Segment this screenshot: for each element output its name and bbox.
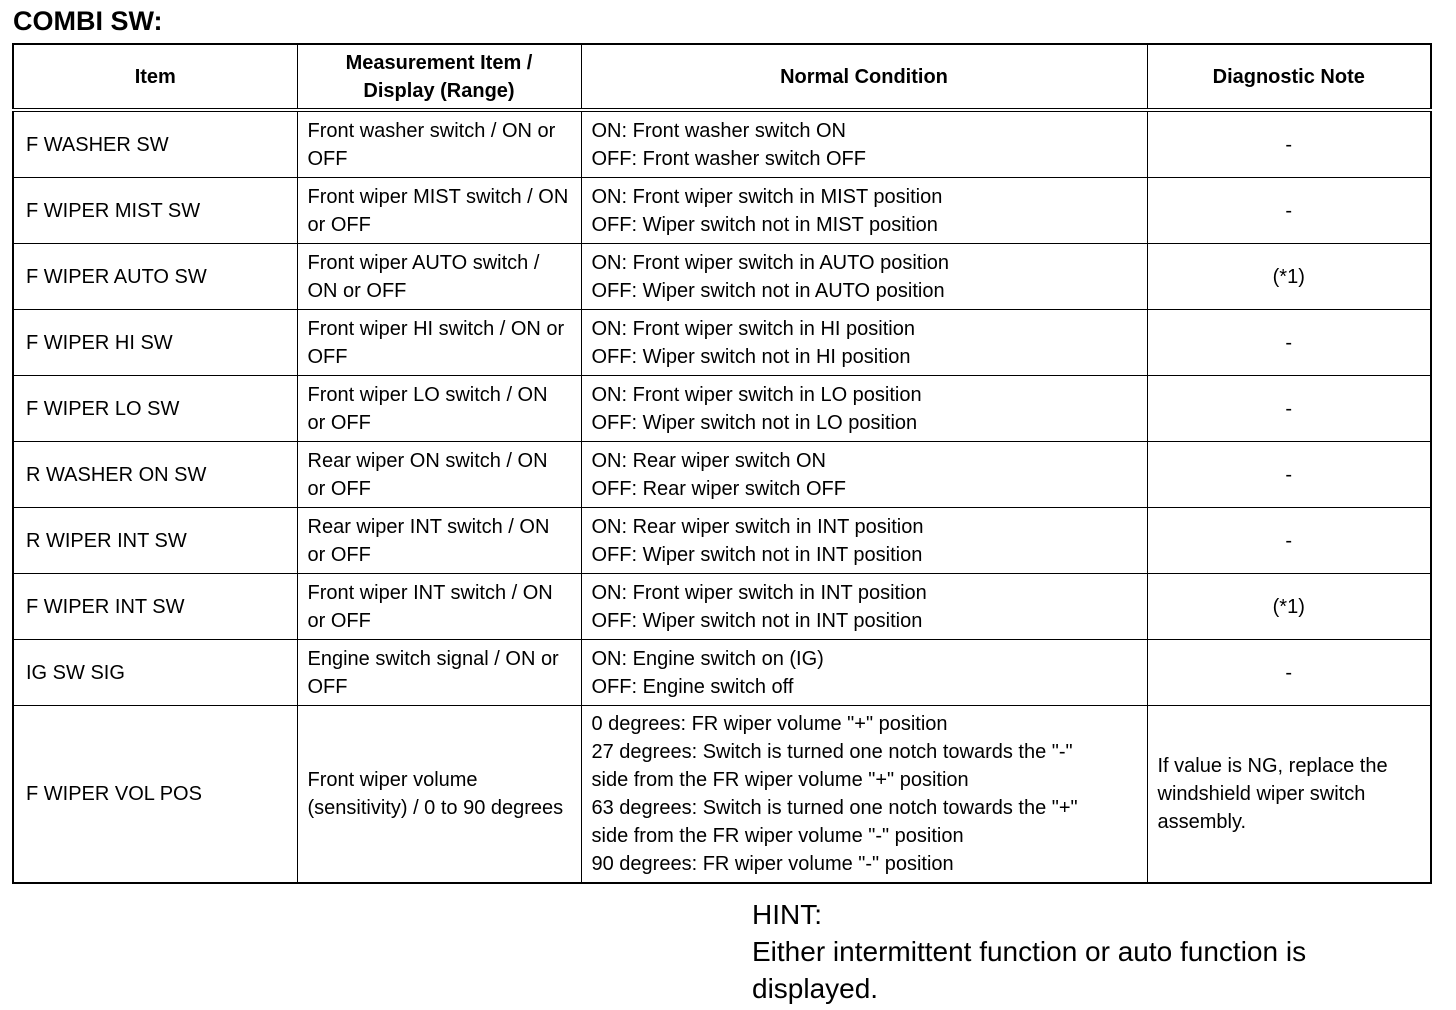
table-row (13, 640, 1431, 706)
cell-note: (*1) (1147, 574, 1431, 640)
normal-line: ON: Front washer switch ON (591, 119, 847, 142)
cell-normal (581, 706, 1147, 884)
cell-measurement: Rear wiper ON switch / ON or OFF (297, 442, 581, 508)
normal-line: ON: Front wiper switch in MIST position (591, 185, 943, 208)
cell-normal (581, 442, 1147, 508)
table-row (13, 244, 1431, 310)
cell-normal (581, 244, 1147, 310)
cell-measurement: Front wiper HI switch / ON or OFF (297, 310, 581, 376)
cell-measurement: Front wiper MIST switch / ON or OFF (297, 178, 581, 244)
cell-item: F WASHER SW (13, 110, 297, 178)
normal-line: side from the FR wiper volume "-" position (591, 825, 964, 847)
normal-line: 0 degrees: FR wiper volume "+" position (591, 713, 948, 735)
cell-note: - (1147, 110, 1431, 178)
cell-item: F WIPER VOL POS (13, 706, 297, 884)
cell-normal (581, 376, 1147, 442)
cell-note: - (1147, 508, 1431, 574)
normal-line: 90 degrees: FR wiper volume "-" position (591, 853, 954, 875)
normal-line: OFF: Wiper switch not in INT position (591, 543, 923, 566)
normal-line: ON: Front wiper switch in AUTO position (591, 251, 950, 274)
normal-line: OFF: Wiper switch not in HI position (591, 345, 911, 368)
cell-normal (581, 310, 1147, 376)
normal-line: ON: Engine switch on (IG) (591, 647, 824, 670)
cell-normal (581, 178, 1147, 244)
cell-normal (581, 110, 1147, 178)
normal-line: ON: Front wiper switch in LO position (591, 383, 922, 406)
normal-line: ON: Rear wiper switch ON (591, 449, 826, 472)
header-note: Diagnostic Note (1147, 44, 1431, 110)
data-table (12, 43, 1432, 884)
table-row (13, 706, 1431, 884)
normal-line: OFF: Rear wiper switch OFF (591, 477, 846, 500)
table-row (13, 442, 1431, 508)
normal-line: ON: Front wiper switch in HI position (591, 317, 915, 340)
cell-item: F WIPER MIST SW (13, 178, 297, 244)
normal-line: 63 degrees: Switch is turned one notch towards the "+" (591, 797, 1078, 819)
hint-label: HINT: (752, 899, 822, 930)
table-row (13, 574, 1431, 640)
cell-item: R WASHER ON SW (13, 442, 297, 508)
header-measurement (297, 44, 581, 110)
cell-note: - (1147, 640, 1431, 706)
cell-measurement: Front wiper AUTO switch / ON or OFF (297, 244, 581, 310)
hint-block (752, 896, 1306, 1007)
header-row (13, 44, 1431, 110)
cell-measurement: Front wiper INT switch / ON or OFF (297, 574, 581, 640)
cell-item: F WIPER AUTO SW (13, 244, 297, 310)
cell-measurement: Rear wiper INT switch / ON or OFF (297, 508, 581, 574)
cell-note: - (1147, 178, 1431, 244)
cell-item: F WIPER LO SW (13, 376, 297, 442)
cell-note: (*1) (1147, 244, 1431, 310)
normal-line: 27 degrees: Switch is turned one notch towards the "-" (591, 741, 1073, 763)
normal-line: OFF: Engine switch off (591, 675, 794, 698)
header-normal: Normal Condition (581, 44, 1147, 110)
normal-line: side from the FR wiper volume "+" position (591, 769, 969, 791)
table-row (13, 110, 1431, 178)
page-title: COMBI SW: (13, 6, 163, 36)
cell-item: F WIPER HI SW (13, 310, 297, 376)
cell-note: - (1147, 442, 1431, 508)
normal-line: ON: Front wiper switch in INT position (591, 581, 927, 604)
cell-item: F WIPER INT SW (13, 574, 297, 640)
table-row (13, 310, 1431, 376)
hint-line: displayed. (752, 973, 879, 1004)
cell-item: IG SW SIG (13, 640, 297, 706)
cell-note: - (1147, 310, 1431, 376)
hint-line: Either intermittent function or auto function is (752, 936, 1307, 967)
header-measurement-line2: Display (Range) (363, 79, 515, 102)
cell-measurement: Front wiper LO switch / ON or OFF (297, 376, 581, 442)
normal-line: OFF: Wiper switch not in LO position (591, 411, 918, 434)
normal-line: OFF: Wiper switch not in INT position (591, 609, 923, 632)
normal-line: ON: Rear wiper switch in INT position (591, 515, 924, 538)
normal-line: OFF: Wiper switch not in MIST position (591, 213, 938, 236)
cell-measurement: Front wiper volume (sensitivity) / 0 to 90 degrees (297, 706, 581, 884)
header-item: Item (13, 44, 297, 110)
cell-measurement: Engine switch signal / ON or OFF (297, 640, 581, 706)
table-row (13, 178, 1431, 244)
cell-note: - (1147, 376, 1431, 442)
cell-normal (581, 574, 1147, 640)
cell-normal (581, 640, 1147, 706)
table-row (13, 508, 1431, 574)
header-measurement-line1: Measurement Item / (345, 51, 533, 74)
cell-measurement: Front washer switch / ON or OFF (297, 110, 581, 178)
normal-line: OFF: Front washer switch OFF (591, 147, 866, 170)
cell-note: If value is NG, replace the windshield wiper switch assembly. (1147, 706, 1431, 884)
normal-line: OFF: Wiper switch not in AUTO position (591, 279, 945, 302)
cell-item: R WIPER INT SW (13, 508, 297, 574)
cell-normal (581, 508, 1147, 574)
table-row (13, 376, 1431, 442)
